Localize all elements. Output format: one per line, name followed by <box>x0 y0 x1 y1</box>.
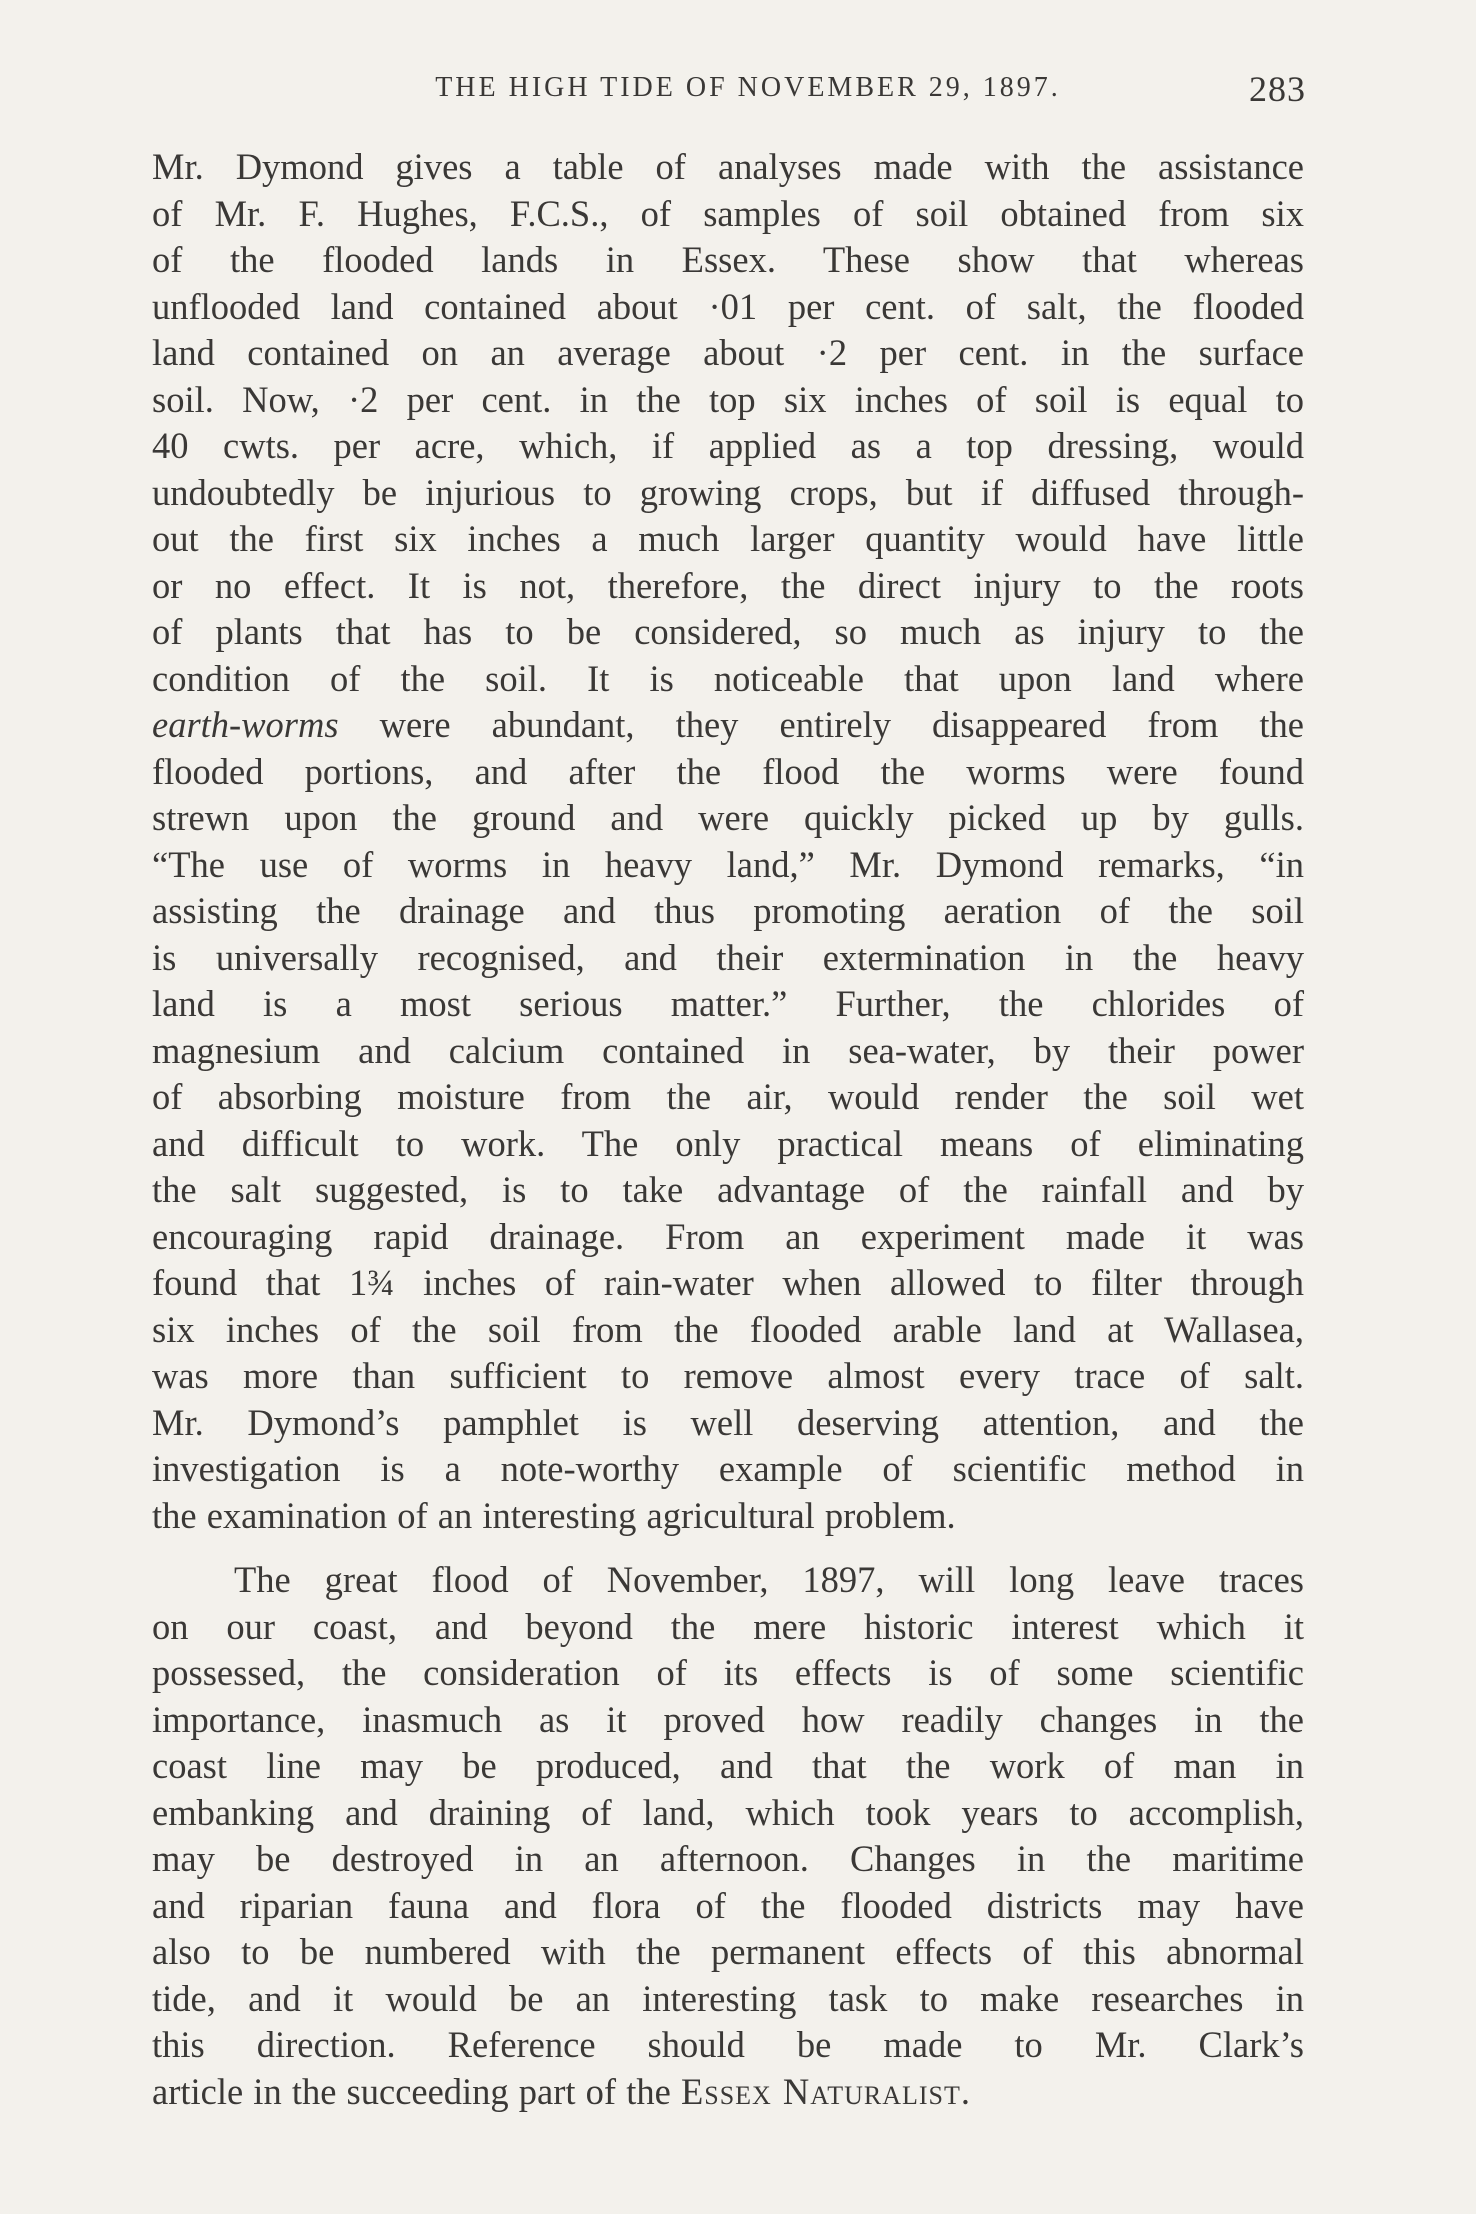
text-line: magnesium and calcium contained in sea-water, by their power <box>152 1029 1304 1071</box>
text-line: land contained on an average about ·2 per cent. in the surface <box>152 332 1304 373</box>
paragraph-2 <box>152 1557 1304 2115</box>
text-line: the examination of an interesting agricultural problem. <box>152 1494 956 1536</box>
text-line: of absorbing moisture from the air, would render the soil wet <box>152 1076 1304 1117</box>
text-line: this direction. Reference should be made to Mr. Clark’s <box>152 2024 1304 2065</box>
text-line: condition of the soil. It is noticeable that upon land where <box>152 657 1304 699</box>
page-number: 283 <box>1249 69 1306 109</box>
text-line: of the flooded lands in Essex. These show that whereas <box>152 239 1304 280</box>
text-line: the salt suggested, is to take advantage of the rainfall and by <box>152 1169 1304 1210</box>
text-line: Mr. Dymond’s pamphlet is well deserving attention, and the <box>152 1401 1304 1443</box>
text-line: on our coast, and beyond the mere historic interest which it <box>152 1605 1304 1647</box>
text-line: tide, and it would be an interesting task to make researches in <box>152 1977 1304 2019</box>
text-line: Mr. Dymond gives a table of analyses made with the assistance <box>152 146 1304 187</box>
text-line-prefix: article in the succeeding part of the <box>152 2070 681 2112</box>
text-line: land is a most serious matter.” Further, the chlorides of <box>152 983 1304 1024</box>
text-line: found that 1¾ inches of rain-water when allowed to filter through <box>152 1262 1304 1303</box>
text-line <box>152 2069 1304 2116</box>
text-line: investigation is a note-worthy example of scientific method in <box>152 1448 1304 1489</box>
text-line: and riparian fauna and flora of the flooded districts may have <box>152 1884 1304 1926</box>
text-line: of plants that has to be considered, so much as injury to the <box>152 611 1304 652</box>
text-line: flooded portions, and after the flood the worms were found <box>152 750 1304 792</box>
text-line: and difficult to work. The only practical means of eliminating <box>152 1122 1304 1164</box>
text-line-continuation: were abundant, they entirely disappeared from the <box>338 704 1304 745</box>
text-line: embanking and draining of land, which took years to accomplish, <box>152 1791 1304 1833</box>
text-line <box>152 702 1304 749</box>
text-line: possessed, the consideration of its effects is of some scientific <box>152 1652 1304 1693</box>
text-line: may be destroyed in an afternoon. Changes in the maritime <box>152 1838 1304 1879</box>
text-line: or no effect. It is not, therefore, the direct injury to the roots <box>152 564 1304 606</box>
text-block <box>152 144 1304 2115</box>
text-line-suffix: . <box>960 2070 970 2112</box>
text-line: undoubtedly be injurious to growing crops, but if diffused through- <box>152 471 1304 513</box>
text-line: is universally recognised, and their extermination in the heavy <box>152 936 1304 978</box>
paragraph-1 <box>152 144 1304 1539</box>
text-line: The great flood of November, 1897, will long leave traces <box>234 1559 1304 1600</box>
text-line: importance, inasmuch as it proved how readily changes in the <box>152 1698 1304 1740</box>
running-title: THE HIGH TIDE OF NOVEMBER 29, 1897. <box>435 72 1061 103</box>
text-line: encouraging rapid drainage. From an experiment made it was <box>152 1215 1304 1257</box>
italic-term-earthworms: earth-worms <box>152 704 339 745</box>
text-line: was more than sufficient to remove almost every trace of salt. <box>152 1355 1304 1396</box>
text-line: coast line may be produced, and that the work of man in <box>152 1745 1304 1786</box>
text-line: unflooded land contained about ·01 per cent. of salt, the flooded <box>152 285 1304 327</box>
text-line: “The use of worms in heavy land,” Mr. Dymond remarks, “in <box>152 843 1304 885</box>
text-line: soil. Now, ·2 per cent. in the top six inches of soil is equal to <box>152 378 1304 420</box>
running-head <box>150 69 1306 122</box>
text-line: out the first six inches a much larger quantity would have little <box>152 518 1304 559</box>
text-line: assisting the drainage and thus promoting aeration of the soil <box>152 890 1304 931</box>
text-line: also to be numbered with the permanent effects of this abnormal <box>152 1931 1304 1972</box>
text-line: six inches of the soil from the flooded arable land at Wallasea, <box>152 1308 1304 1350</box>
text-line: of Mr. F. Hughes, F.C.S., of samples of soil obtained from six <box>152 192 1304 234</box>
journal-name: Essex Naturalist <box>680 2070 961 2112</box>
text-line: strewn upon the ground and were quickly picked up by gulls. <box>152 797 1304 838</box>
text-line: 40 cwts. per acre, which, if applied as a top dressing, would <box>152 425 1304 466</box>
